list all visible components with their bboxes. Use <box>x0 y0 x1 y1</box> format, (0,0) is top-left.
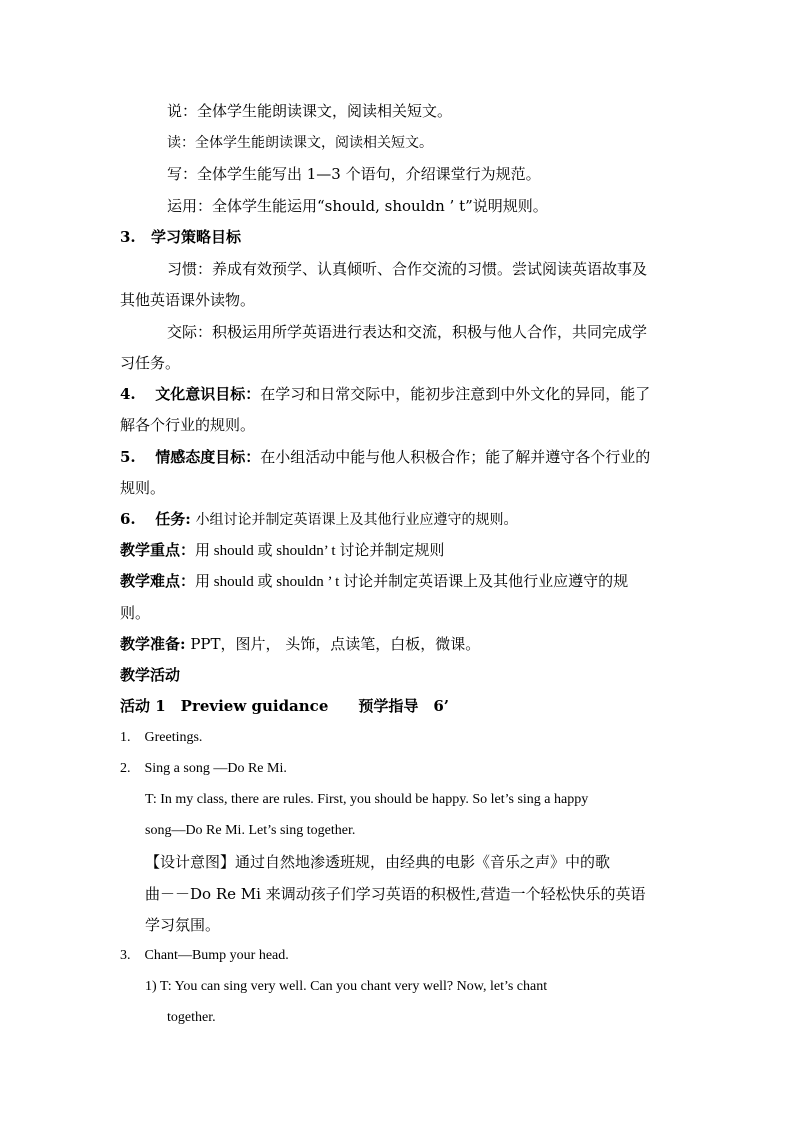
section-6-text: 小组讨论并制定英语课上及其他行业应遵守的规则。 <box>195 512 518 528</box>
section-3-number: 3. <box>120 228 136 246</box>
objective-speaking: 说：全体学生能朗读课文，阅读相关短文。 <box>167 102 453 120</box>
section-6-number: 6. <box>120 510 136 528</box>
difficult-point-text: 用 should 或 shouldn ’ t 讨论并制定英语课上及其他行业应遵守的规 <box>195 574 629 590</box>
difficult-point-title: 教学难点： <box>120 572 196 590</box>
section-5 <box>120 447 650 467</box>
preparation <box>120 634 480 654</box>
teacher-line-2: song—Do Re Mi. Let’s sing together. <box>145 823 356 838</box>
section-4 <box>120 384 650 404</box>
difficult-point-line-2: 则。 <box>120 604 151 622</box>
habit-line-2: 其他英语课外读物。 <box>120 291 256 309</box>
chant-line-1: 1) T: You can sing very well. Can you chant very well? Now, let’s chant <box>145 979 548 994</box>
teacher-line-1: T: In my class, there are rules. First, you should be happy. So let’s sing a happy <box>145 792 589 807</box>
preparation-text: PPT，图片， 头饰，点读笔，白板，微课。 <box>190 635 481 653</box>
section-4-title: 文化意识目标： <box>155 385 261 403</box>
section-3-title: 学习策略目标 <box>151 228 242 246</box>
section-4-line-2: 解各个行业的规则。 <box>120 416 256 434</box>
objective-writing: 写：全体学生能写出 1—3 个语句，介绍课堂行为规范。 <box>167 165 541 183</box>
list-item-chant: 3. Chant—Bump your head. <box>120 948 289 963</box>
communication-line-1: 交际：积极运用所学英语进行表达和交流，积极与他人合作，共同完成学 <box>167 323 648 341</box>
habit-line-1: 习惯：养成有效预学、认真倾听、合作交流的习惯。尝试阅读英语故事及 <box>167 260 648 278</box>
section-6 <box>120 509 518 530</box>
preparation-title: 教学准备: <box>120 635 186 653</box>
difficult-point <box>120 571 628 592</box>
activities-heading: 教学活动 <box>120 666 181 684</box>
section-4-number: 4. <box>120 385 136 403</box>
section-5-number: 5. <box>120 448 136 466</box>
chant-line-2: together. <box>167 1010 216 1025</box>
list-item-sing-song: 2. Sing a song —Do Re Mi. <box>120 761 287 776</box>
key-point-title: 教学重点： <box>120 541 196 559</box>
section-5-title: 情感态度目标： <box>155 448 261 466</box>
section-5-text: 在小组活动中能与他人积极合作；能了解并遵守各个行业的 <box>260 448 651 466</box>
section-6-title: 任务: <box>155 510 191 528</box>
section-4-text: 在学习和日常交际中，能初步注意到中外文化的异同，能了 <box>260 385 651 403</box>
activity-1-heading: 活动 1 Preview guidance 预学指导 6’ <box>120 697 450 715</box>
key-point <box>120 540 444 561</box>
key-point-text: 用 should 或 shouldn’ t 讨论并制定规则 <box>195 543 445 559</box>
list-item-greetings: 1. Greetings. <box>120 730 203 745</box>
design-intent-line-3: 学习氛围。 <box>145 916 221 934</box>
design-intent-line-1: 【设计意图】通过自然地渗透班规，由经典的电影《音乐之声》中的歌 <box>145 853 611 871</box>
objective-reading: 读：全体学生能朗读课文，阅读相关短文。 <box>167 135 433 151</box>
section-5-line-2: 规则。 <box>120 479 166 497</box>
design-intent-line-2: 曲－－Do Re Mi 来调动孩子们学习英语的积极性,营造一个轻松快乐的英语 <box>145 885 646 903</box>
objective-using: 运用：全体学生能运用“should, shouldn ’ t”说明规则。 <box>167 197 548 215</box>
communication-line-2: 习任务。 <box>120 354 181 372</box>
